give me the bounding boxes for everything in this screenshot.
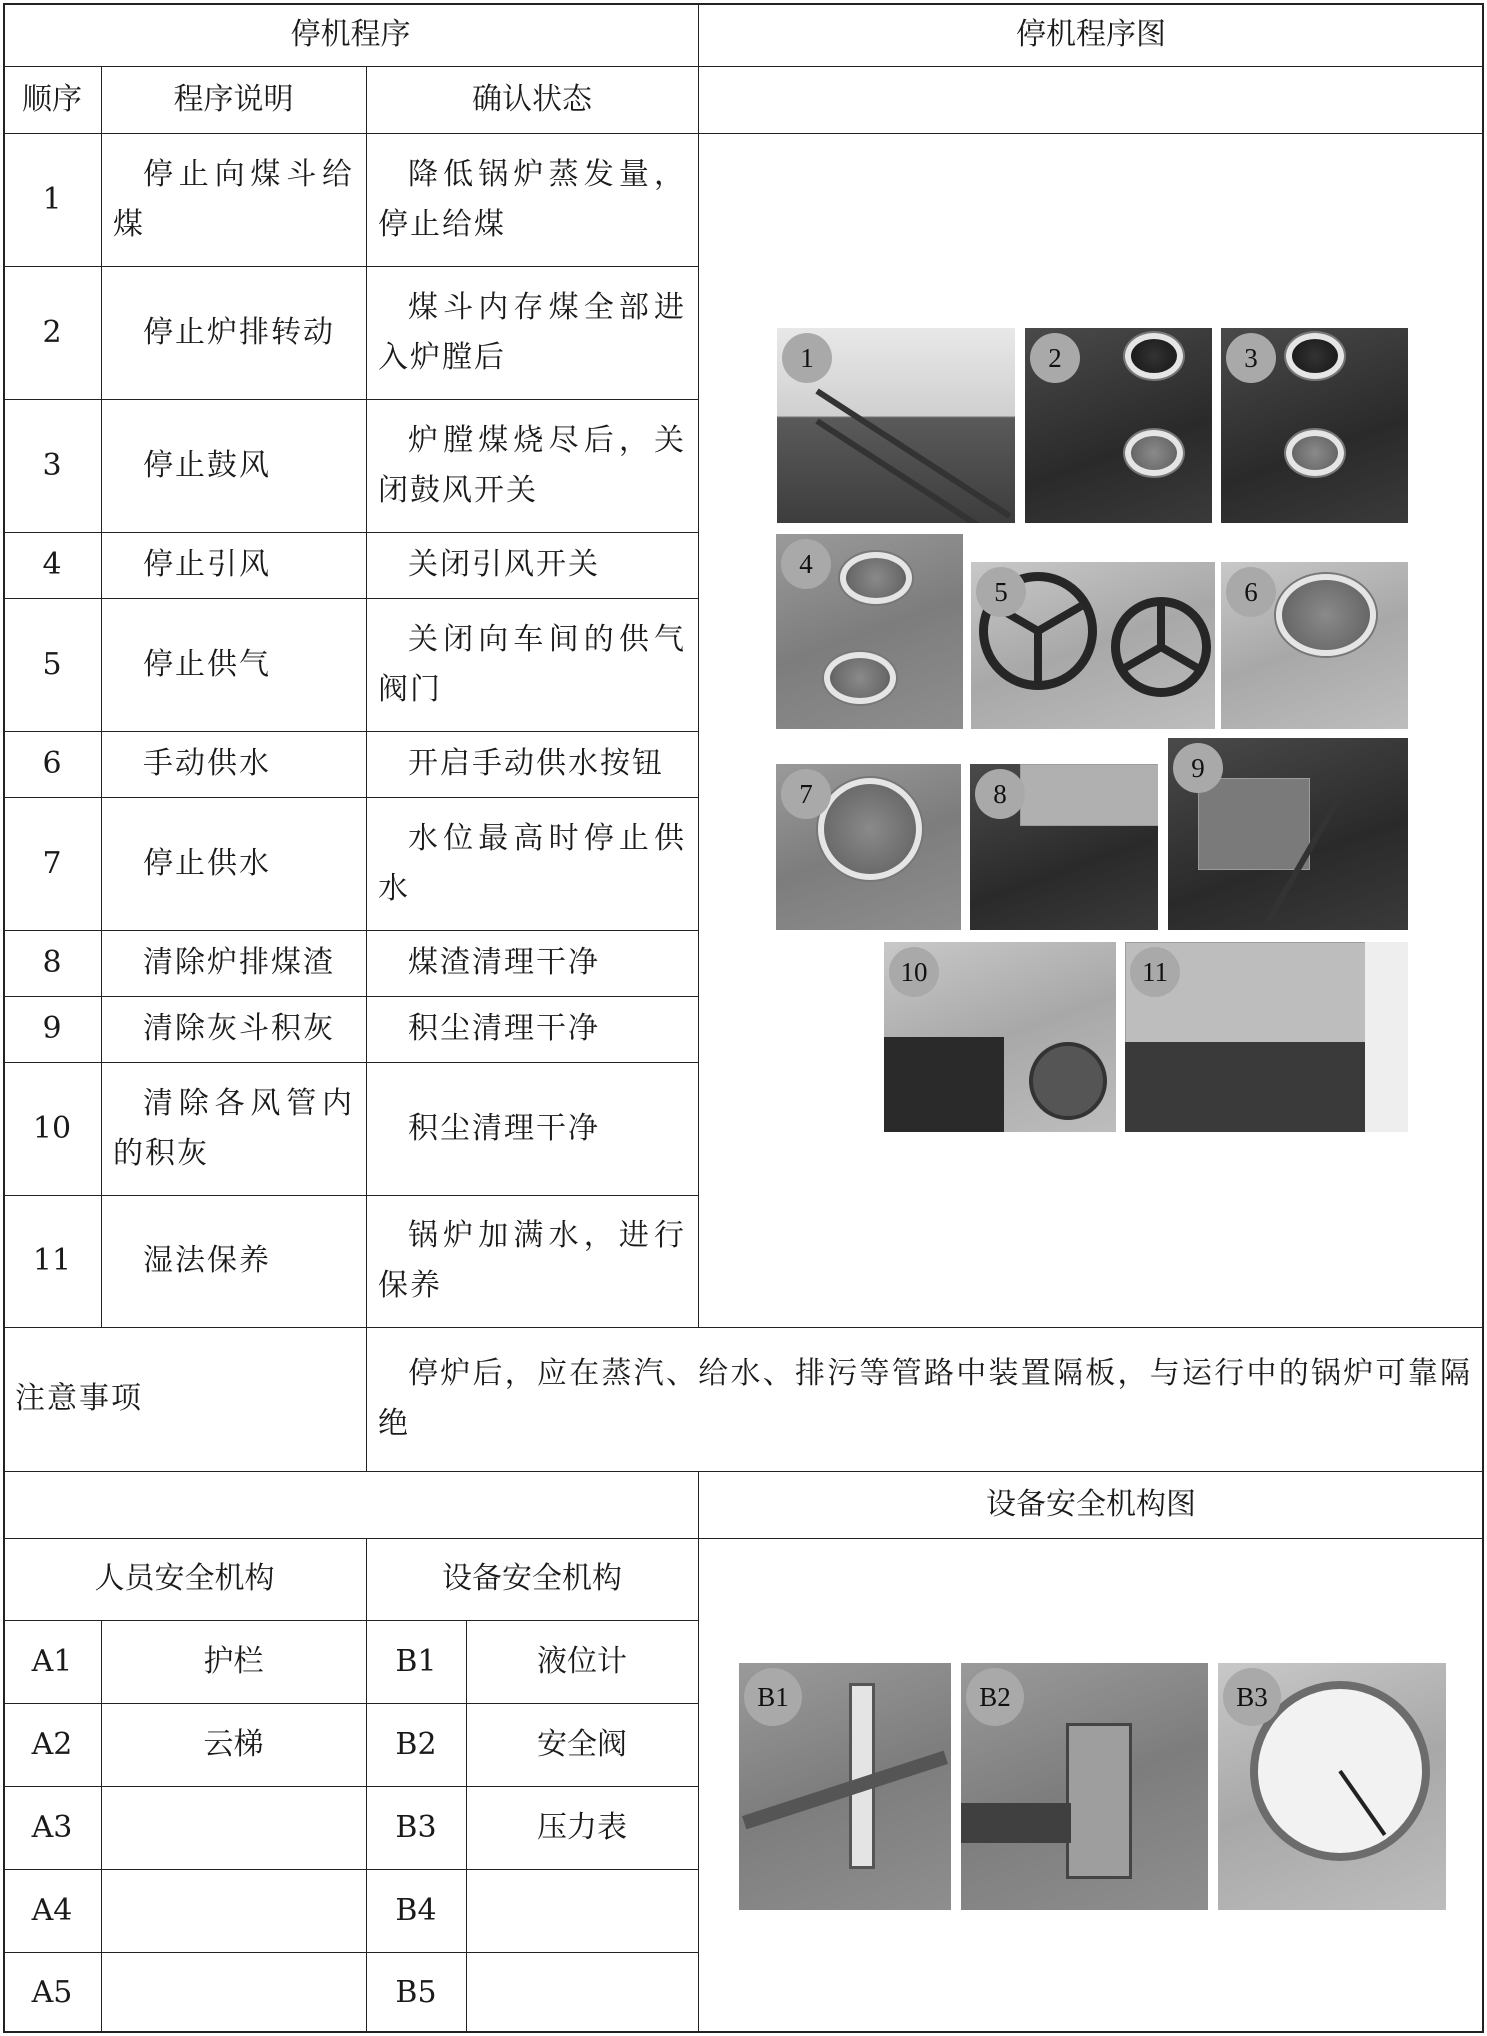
step-confirmation: 积尘清理干净 xyxy=(408,1011,600,1046)
start-button xyxy=(840,552,912,604)
step-description: 手动供水 xyxy=(143,746,271,781)
personnel-item: 护栏 xyxy=(203,1643,264,1679)
rule xyxy=(698,3,699,1327)
step-number: 2 xyxy=(42,314,62,350)
step-description: 湿法保养 xyxy=(143,1243,271,1278)
step-description: 停止鼓风 xyxy=(143,447,271,483)
equipment-code: B5 xyxy=(395,1974,437,2010)
col-desc-header: 程序说明 xyxy=(173,81,294,117)
personnel-item xyxy=(101,1869,366,1952)
equipment-code: B2 xyxy=(395,1726,437,1762)
photo-margin xyxy=(1365,942,1408,1132)
step-number: 3 xyxy=(42,447,62,483)
step-description: 停止向煤斗给煤 xyxy=(113,156,354,242)
photo-number-badge: 9 xyxy=(1173,743,1223,793)
procedure-header: 停机程序 xyxy=(290,16,411,52)
notes-label: 注意事项 xyxy=(15,1381,143,1416)
personnel-safety-header: 人员安全机构 xyxy=(94,1561,275,1596)
photo-code-badge: B3 xyxy=(1223,1668,1281,1726)
feed-water-button xyxy=(1276,574,1376,656)
step-photo-air-duct-fan xyxy=(884,942,1116,1132)
step-photo-supply-valves xyxy=(971,562,1215,729)
step-number: 9 xyxy=(42,1011,62,1046)
step-photo-ash-hopper xyxy=(1168,738,1408,930)
photo-code-badge: B2 xyxy=(966,1668,1024,1726)
step-description: 停止供水 xyxy=(143,845,271,881)
equipment-code: B3 xyxy=(395,1809,437,1845)
spoke xyxy=(1123,644,1163,672)
personnel-item xyxy=(101,1786,366,1869)
step-confirmation: 关闭引风开关 xyxy=(408,547,600,582)
photo-number-badge: 2 xyxy=(1030,333,1080,383)
step-photo-feed-water-button xyxy=(1221,562,1408,729)
step-number: 11 xyxy=(32,1243,72,1278)
step-confirmation: 关闭向车间的供气阀门 xyxy=(378,621,686,707)
personnel-item xyxy=(101,1952,366,2033)
handwheel xyxy=(1111,597,1211,697)
step-description: 停止供气 xyxy=(143,646,271,682)
spoke xyxy=(1036,603,1083,635)
step-description: 停止炉排转动 xyxy=(143,314,335,350)
step-number: 1 xyxy=(42,181,62,217)
step-confirmation: 水位最高时停止供水 xyxy=(378,820,686,906)
duct-shadow xyxy=(884,1037,1004,1132)
fan-motor xyxy=(1029,1042,1107,1120)
equipment-code: B1 xyxy=(395,1643,437,1679)
photo-number-badge: 7 xyxy=(781,769,831,819)
equipment-item: 液位计 xyxy=(537,1643,627,1679)
equipment-photo-pressure-gauge xyxy=(1218,1663,1446,1910)
photo-number-badge: 1 xyxy=(782,333,832,383)
step-description: 停止引风 xyxy=(143,547,271,582)
photo-number-badge: 10 xyxy=(889,947,939,997)
step-confirmation: 炉膛煤烧尽后，关闭鼓风开关 xyxy=(378,422,686,508)
boiler-casing xyxy=(1020,764,1158,826)
personnel-code: A2 xyxy=(31,1726,73,1762)
photo-number-badge: 4 xyxy=(781,539,831,589)
gauge-needle xyxy=(1338,1770,1386,1836)
rule xyxy=(698,1471,699,2033)
step-photo-blower-buttons xyxy=(1221,328,1408,523)
photo-code-badge: B1 xyxy=(744,1668,802,1726)
conveyor-truss xyxy=(815,388,1011,518)
boiler-base xyxy=(1125,1042,1365,1132)
step-number: 10 xyxy=(32,1110,72,1146)
step-photo-grate-slag xyxy=(970,764,1158,930)
personnel-item: 云梯 xyxy=(203,1726,264,1762)
step-confirmation: 锅炉加满水，进行保养 xyxy=(378,1218,686,1303)
equipment-item: 安全阀 xyxy=(537,1726,627,1762)
step-photo-wet-maintenance xyxy=(1125,942,1408,1132)
spoke xyxy=(1157,605,1165,647)
step-number: 5 xyxy=(42,646,62,682)
step-confirmation: 开启手动供水按钮 xyxy=(408,746,664,781)
equipment-item xyxy=(466,1869,698,1952)
photo-number-badge: 6 xyxy=(1226,567,1276,617)
personnel-code: A3 xyxy=(31,1809,73,1845)
step-confirmation: 煤渣清理干净 xyxy=(408,945,600,980)
start-button xyxy=(1125,333,1183,379)
pipe xyxy=(742,1751,948,1830)
stop-button xyxy=(1125,430,1183,476)
photo-number-badge: 5 xyxy=(976,567,1026,617)
equipment-photo-level-gauge xyxy=(739,1663,951,1910)
step-confirmation: 降低锅炉蒸发量，停止给煤 xyxy=(378,156,686,242)
photo-number-badge: 11 xyxy=(1130,947,1180,997)
step-number: 4 xyxy=(42,547,62,582)
stop-button xyxy=(824,652,896,704)
equipment-safety-header: 设备安全机构 xyxy=(442,1561,622,1596)
step-number: 7 xyxy=(42,845,62,881)
conveyor-truss xyxy=(815,418,1011,523)
step-number: 8 xyxy=(42,945,62,980)
equipment-photo-safety-valve xyxy=(961,1663,1208,1910)
photo-number-badge: 8 xyxy=(975,769,1025,819)
start-button xyxy=(1286,333,1344,379)
safety-valve-body xyxy=(1066,1723,1132,1879)
step-photo-water-stop-button xyxy=(776,764,961,930)
step-photo-induced-fan-buttons xyxy=(776,534,963,729)
equipment-item xyxy=(466,1952,698,2033)
spoke xyxy=(1159,644,1199,672)
step-photo-coal-conveyor xyxy=(777,328,1015,523)
col-order-header: 顺序 xyxy=(22,81,82,117)
personnel-code: A1 xyxy=(31,1643,73,1679)
ash-hopper xyxy=(1198,778,1310,870)
equipment-figure-title: 设备安全机构图 xyxy=(986,1486,1196,1522)
photo-number-badge: 3 xyxy=(1226,333,1276,383)
step-description: 清除炉排煤渣 xyxy=(143,945,335,980)
equipment-item: 压力表 xyxy=(537,1809,627,1845)
step-description: 清除各风管内的积灰 xyxy=(113,1085,354,1171)
step-photo-grate-buttons xyxy=(1025,328,1212,523)
water-stop-button xyxy=(818,778,922,880)
spoke xyxy=(1034,631,1042,681)
equipment-code: B4 xyxy=(395,1892,437,1928)
personnel-code: A4 xyxy=(31,1892,73,1928)
procedure-figure-header: 停机程序图 xyxy=(1016,16,1166,52)
notes-text: 停炉后，应在蒸汽、给水、排污等管路中装置隔板，与运行中的锅炉可靠隔绝 xyxy=(378,1356,1472,1441)
col-confirm-header: 确认状态 xyxy=(472,81,592,117)
step-confirmation: 煤斗内存煤全部进入炉膛后 xyxy=(378,289,686,375)
step-confirmation: 积尘清理干净 xyxy=(408,1110,600,1146)
pipe xyxy=(961,1803,1071,1843)
step-description: 清除灰斗积灰 xyxy=(143,1011,335,1046)
step-number: 6 xyxy=(42,746,62,781)
personnel-code: A5 xyxy=(31,1974,73,2010)
stop-button xyxy=(1286,430,1344,476)
